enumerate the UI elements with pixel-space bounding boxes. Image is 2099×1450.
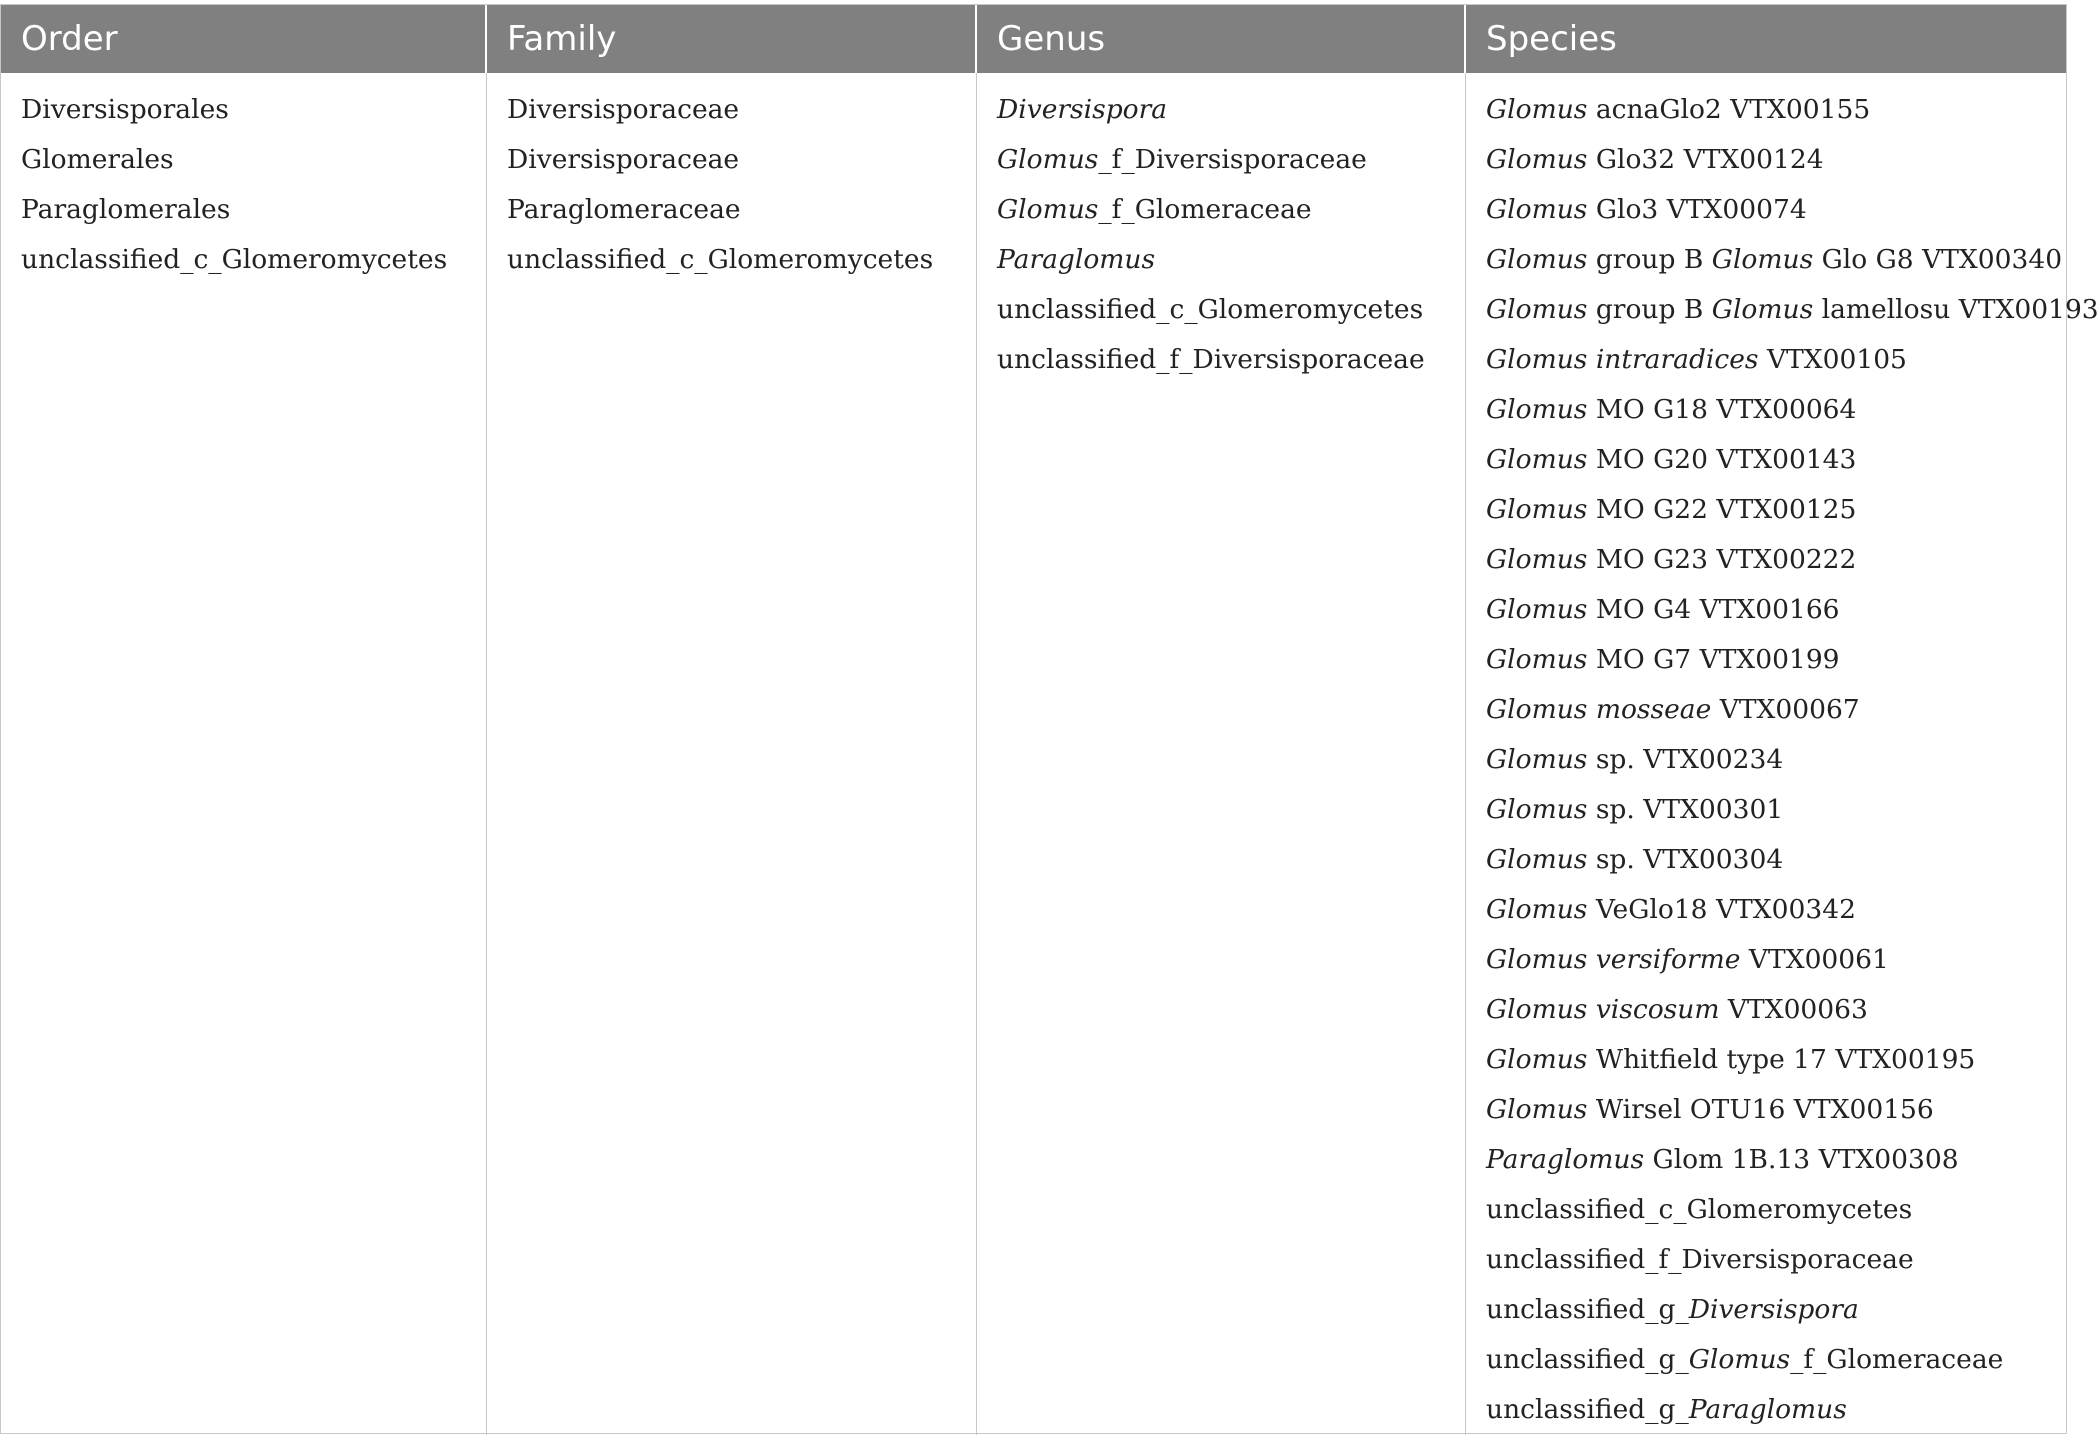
cell-text: VTX00067 <box>1711 694 1860 725</box>
header-order: Order <box>1 5 487 73</box>
table-cell <box>1486 1085 2066 1135</box>
cell-text: unclassified_c_Glomeromycetes <box>1486 1194 1913 1225</box>
table-cell <box>507 135 976 185</box>
table-cell <box>1486 285 2099 335</box>
cell-text: lamellosu VTX00193 <box>1813 294 2099 325</box>
italic-taxon-text: Glomus <box>1486 744 1588 775</box>
italic-taxon-text: Glomus <box>1486 844 1588 875</box>
italic-taxon-text: Glomus intraradices <box>1486 344 1759 375</box>
table-cell <box>507 85 976 135</box>
cell-text: unclassified_f_Diversisporaceae <box>1486 1244 1914 1275</box>
italic-taxon-text: Glomus <box>1711 244 1814 275</box>
table-cell <box>1486 985 2066 1035</box>
cell-text: Whitfield type 17 VTX00195 <box>1587 1044 1976 1075</box>
cell-text: Wirsel OTU16 VTX00156 <box>1587 1094 1934 1125</box>
cell-text: unclassified_g_ <box>1486 1394 1689 1425</box>
italic-taxon-text: Paraglomus <box>997 244 1156 275</box>
table-cell <box>1486 735 2066 785</box>
cell-text: unclassified_c_Glomeromycetes <box>997 294 1424 325</box>
table-cell <box>1486 885 2066 935</box>
italic-taxon-text: Glomus <box>1486 444 1588 475</box>
italic-taxon-text: Glomus versiforme <box>1486 944 1741 975</box>
cell-text: _f_Glomeraceae <box>1098 194 1312 225</box>
cell-text: unclassified_c_Glomeromycetes <box>21 244 448 275</box>
table-cell <box>1486 335 2066 385</box>
italic-taxon-text: Glomus <box>1486 644 1588 675</box>
table-cell <box>1486 1385 2066 1435</box>
table-cell <box>1486 685 2066 735</box>
table-body <box>1 73 2099 1435</box>
table-cell <box>1486 1135 2066 1185</box>
italic-taxon-text: Glomus <box>1711 294 1814 325</box>
italic-taxon-text: Glomus <box>1688 1344 1791 1375</box>
italic-taxon-text: Glomus viscosum <box>1486 994 1720 1025</box>
italic-taxon-text: Paraglomus <box>1486 1144 1645 1175</box>
table-cell <box>1486 835 2066 885</box>
table-cell <box>1486 135 2066 185</box>
table-header-row <box>1 5 2066 73</box>
cell-text: MO G18 VTX00064 <box>1587 394 1857 425</box>
table-cell <box>1486 235 2066 285</box>
italic-taxon-text: Glomus <box>1486 544 1588 575</box>
table-cell <box>21 185 486 235</box>
italic-taxon-text: Glomus <box>1486 94 1588 125</box>
italic-taxon-text: Glomus <box>1486 1044 1588 1075</box>
italic-taxon-text: Diversispora <box>1688 1294 1859 1325</box>
cell-text: MO G7 VTX00199 <box>1587 644 1840 675</box>
cell-text: Diversisporales <box>21 94 229 125</box>
table-cell <box>1486 785 2066 835</box>
header-family: Family <box>487 5 977 73</box>
table-cell <box>507 235 976 285</box>
italic-taxon-text: Glomus <box>997 144 1099 175</box>
italic-taxon-text: Glomus <box>1486 1094 1588 1125</box>
cell-text: Paraglomeraceae <box>507 194 741 225</box>
table-cell <box>1486 435 2066 485</box>
cell-text: VeGlo18 VTX00342 <box>1587 894 1856 925</box>
cell-text: Diversisporaceae <box>507 144 740 175</box>
italic-taxon-text: Glomus <box>1486 594 1588 625</box>
cell-text: _f_Glomeraceae <box>1790 1344 2004 1375</box>
cell-text: Glomerales <box>21 144 174 175</box>
table-cell <box>21 85 486 135</box>
cell-text: group B <box>1587 244 1712 275</box>
cell-text: VTX00105 <box>1758 344 1907 375</box>
table-cell <box>21 235 486 285</box>
table-cell <box>1486 535 2066 585</box>
order-column <box>1 73 487 1435</box>
cell-text: Diversisporaceae <box>507 94 740 125</box>
italic-taxon-text: Glomus mosseae <box>1486 694 1712 725</box>
table-cell <box>997 135 1465 185</box>
cell-text: acnaGlo2 VTX00155 <box>1587 94 1871 125</box>
table-cell <box>1486 1285 2066 1335</box>
table-cell <box>997 335 1465 385</box>
italic-taxon-text: Glomus <box>1486 894 1588 925</box>
cell-text: Glo3 VTX00074 <box>1587 194 1807 225</box>
cell-text: MO G4 VTX00166 <box>1587 594 1840 625</box>
cell-text: unclassified_g_ <box>1486 1344 1689 1375</box>
italic-taxon-text: Glomus <box>1486 394 1588 425</box>
family-column <box>487 73 977 1435</box>
species-column <box>1466 73 2099 1435</box>
cell-text: _f_Diversisporaceae <box>1098 144 1367 175</box>
italic-taxon-text: Paraglomus <box>1688 1394 1847 1425</box>
cell-text: unclassified_g_ <box>1486 1294 1689 1325</box>
table-cell <box>21 135 486 185</box>
italic-taxon-text: Glomus <box>1486 194 1588 225</box>
cell-text: MO G22 VTX00125 <box>1587 494 1857 525</box>
header-genus: Genus <box>977 5 1466 73</box>
italic-taxon-text: Glomus <box>1486 794 1588 825</box>
italic-taxon-text: Glomus <box>1486 244 1588 275</box>
cell-text: unclassified_f_Diversisporaceae <box>997 344 1425 375</box>
cell-text: sp. VTX00234 <box>1587 744 1784 775</box>
table-cell <box>1486 385 2066 435</box>
cell-text: group B <box>1587 294 1712 325</box>
cell-text: MO G20 VTX00143 <box>1587 444 1857 475</box>
italic-taxon-text: Glomus <box>1486 144 1588 175</box>
italic-taxon-text: Glomus <box>1486 494 1588 525</box>
table-cell <box>997 285 1465 335</box>
table-cell <box>997 235 1465 285</box>
table-cell <box>1486 1235 2066 1285</box>
italic-taxon-text: Glomus <box>1486 294 1588 325</box>
cell-text: Paraglomerales <box>21 194 231 225</box>
table-cell <box>997 85 1465 135</box>
cell-text: Glo32 VTX00124 <box>1587 144 1824 175</box>
genus-column <box>977 73 1466 1435</box>
table-cell <box>1486 485 2066 535</box>
header-species: Species <box>1486 19 1617 59</box>
cell-text: unclassified_c_Glomeromycetes <box>507 244 934 275</box>
cell-text: Glom 1B.13 VTX00308 <box>1644 1144 1959 1175</box>
italic-taxon-text: Glomus <box>997 194 1099 225</box>
table-cell <box>1486 1035 2066 1085</box>
table-cell <box>1486 1185 2066 1235</box>
cell-text: MO G23 VTX00222 <box>1587 544 1857 575</box>
table-cell <box>1486 635 2066 685</box>
cell-text: VTX00061 <box>1740 944 1889 975</box>
cell-text: VTX00063 <box>1719 994 1868 1025</box>
cell-text: sp. VTX00304 <box>1587 844 1784 875</box>
table-cell <box>1486 1335 2066 1385</box>
table-cell <box>1486 585 2066 635</box>
table-cell <box>1486 935 2066 985</box>
table-cell <box>1486 185 2066 235</box>
italic-taxon-text: Diversispora <box>997 94 1168 125</box>
table-cell <box>997 185 1465 235</box>
taxonomy-table <box>0 4 2099 1434</box>
table-cell <box>507 185 976 235</box>
cell-text: sp. VTX00301 <box>1587 794 1784 825</box>
cell-text: Glo G8 VTX00340 <box>1813 244 2063 275</box>
table-cell <box>1486 85 2066 135</box>
